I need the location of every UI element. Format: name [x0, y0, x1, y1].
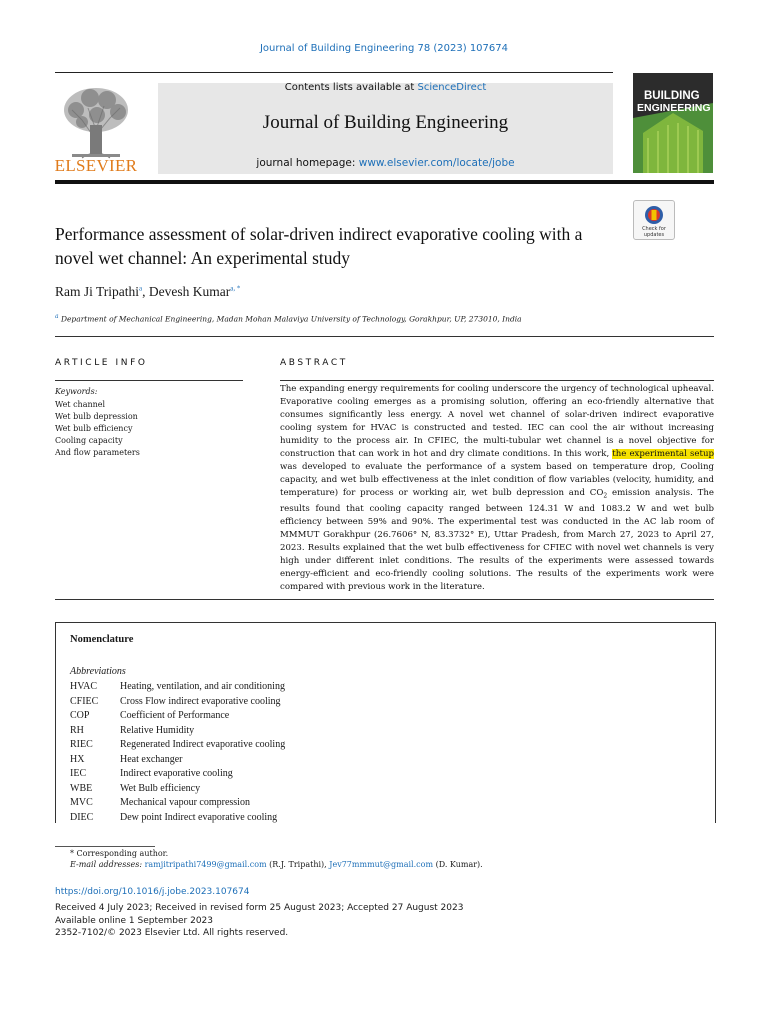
cover-title-line2: ENGINEERING	[637, 102, 711, 114]
abbr: HX	[70, 753, 85, 765]
abbr-definition: Indirect evaporative cooling	[120, 768, 233, 779]
check-updates-line2: updates	[643, 232, 665, 238]
abbr: DIEC	[70, 811, 94, 823]
homepage-line	[158, 157, 613, 169]
nomenclature-row	[70, 811, 285, 826]
abbr: IEC	[70, 768, 87, 779]
email-owner: (D. Kumar).	[433, 860, 483, 869]
affiliation-text: Department of Mechanical Engineering, Madan Mohan Malaviya University of Technology, Gorakhpur, UP, 273010, India	[60, 314, 522, 324]
keywords-label: Keywords:	[55, 387, 98, 396]
abbr-definition: Wet Bulb efficiency	[120, 782, 201, 794]
abbr-definition: Coefficient of Performance	[120, 710, 230, 721]
nomenclature-row	[70, 709, 285, 724]
keyword-item: Wet bulb depression	[55, 412, 138, 421]
abbr: MVC	[70, 797, 93, 808]
abstract-part: was developed to evaluate the performance of a system based on temperature drop, Cooling capacity, and wet bulb effectiveness at the inlet condition of flow variables (velocity, humidity, and temperature) for process or working air, wet bulb depression and CO	[280, 462, 714, 499]
author-name[interactable]: Ram Ji Tripathi	[55, 284, 140, 299]
author-name[interactable]: Devesh Kumar	[148, 284, 231, 299]
abbr-definition: Mechanical vapour compression	[120, 797, 250, 808]
article-info-heading: ARTICLE INFO	[55, 358, 148, 368]
check-updates-line1: Check for	[642, 226, 666, 232]
email-label: E-mail addresses:	[70, 860, 145, 869]
abbr-definition: Cross Flow indirect evaporative cooling	[120, 695, 281, 707]
nomenclature-row	[70, 796, 285, 811]
abstract-part: emission analysis. The results found that cooling capacity ranged between 124.31 W and 1083.2 W and wet bulb efficiency between 59% and 90%. The experimental test was conducted in the AC lab room of MMMUT Gorakhpur (26.7606° N, 83.3732° E), Uttar Pradesh, from March 27, 2023 to April 27, 2023. Results explained that the wet bulb effectiveness for CFIEC with novel wet channels is very high under different inlet conditions. The results of the experiments were assessed towards energy-efficient and eco-friendly cooling solutions. The results of the experiments work were compared with previous work in the literature.	[280, 488, 714, 593]
nomenclature-row	[70, 767, 285, 782]
email-note	[70, 860, 483, 869]
contents-line	[158, 82, 613, 93]
available-online: Available online 1 September 2023	[55, 915, 214, 926]
nomenclature-row	[70, 738, 285, 753]
doi-link[interactable]: https://doi.org/10.1016/j.jobe.2023.107674	[55, 887, 250, 897]
journal-reference[interactable]: Journal of Building Engineering 78 (2023) 107674	[259, 43, 508, 54]
article-history	[55, 902, 463, 940]
nomenclature-row	[70, 724, 285, 739]
abbr-definition: Relative Humidity	[120, 724, 195, 736]
nomenclature-row	[70, 680, 285, 695]
author-affiliation-sup[interactable]: a	[139, 284, 143, 293]
email-link[interactable]: Jev77mmmut@gmail.com	[329, 860, 434, 869]
elsevier-wordmark: ELSEVIER	[54, 156, 138, 175]
abstract-part: The expanding energy requirements for cooling underscore the urgency of technological upheaval. Evaporative cooling emerges as a promising solution, offering an eco-friendly alternative that consumes significantly less energy. A novel wet channel of solar-driven indirect evaporative cooling system for HVAC is constructed and tested. IEC can cool the air without increasing humidity to the process air. In CFIEC, the multi-tubular wet channel is a novel objective for construction that can work in hot and dry climate conditions. In this work,	[280, 384, 714, 460]
footnote-rule	[55, 846, 155, 847]
received-dates: Received 4 July 2023; Received in revised form 25 August 2023; Accepted 27 August 2023	[55, 903, 464, 913]
abbr-definition: Dew point Indirect evaporative cooling	[120, 811, 278, 823]
journal-title: Journal of Building Engineering	[262, 112, 509, 133]
article-info-rule	[55, 380, 243, 381]
keyword-item: And flow parameters	[55, 448, 140, 457]
abbr: CFIEC	[70, 695, 99, 707]
abbreviations-label: Abbreviations	[70, 666, 126, 677]
abbr: WBE	[70, 782, 93, 794]
nomenclature-list	[70, 680, 285, 825]
affiliation-sup: a	[55, 313, 59, 320]
nomenclature-title: Nomenclature	[70, 634, 134, 645]
homepage-prefix: journal homepage:	[256, 157, 359, 169]
journal-cover-image[interactable]	[633, 73, 713, 173]
header-bottom-rule	[55, 180, 714, 184]
corresponding-author-text: Corresponding author.	[76, 849, 169, 858]
keyword-item: Cooling capacity	[55, 436, 123, 445]
abbr: RIEC	[70, 739, 93, 750]
keyword-item: Wet bulb efficiency	[55, 424, 133, 433]
email-link[interactable]: ramjitripathi7499@gmail.com	[144, 860, 267, 869]
co2-subscript: 2	[603, 493, 608, 501]
abbr-definition: Regenerated Indirect evaporative cooling	[120, 739, 286, 750]
contents-prefix: Contents lists available at	[284, 82, 418, 93]
corresponding-author-note: * Corresponding author.	[70, 849, 169, 858]
cover-artwork	[633, 73, 713, 173]
sciencedirect-link[interactable]: ScienceDirect	[417, 82, 487, 93]
keywords-list	[55, 399, 140, 459]
abbr: HVAC	[70, 681, 98, 692]
abbr-definition: Heat exchanger	[120, 753, 183, 765]
section-divider	[55, 336, 714, 337]
paper-title: Performance assessment of solar-driven indirect evaporative cooling with a novel wet channel: An experimental study	[55, 224, 583, 268]
copyright: 2352-7102/© 2023 Elsevier Ltd. All rights reserved.	[55, 928, 289, 938]
nomenclature-row	[70, 782, 285, 797]
cover-title-line1: BUILDING	[644, 90, 700, 102]
abstract-rule	[280, 380, 714, 381]
check-updates-icon	[634, 201, 674, 239]
abbr: COP	[70, 710, 90, 721]
author-separator: ,	[142, 284, 149, 299]
author-affiliation-sup[interactable]: a, *	[230, 284, 241, 293]
author-list	[55, 284, 240, 300]
nomenclature-row	[70, 695, 285, 710]
nomenclature-row	[70, 753, 285, 768]
abstract-body	[280, 383, 714, 594]
email-owner: (R.J. Tripathi),	[266, 860, 330, 869]
abstract-bottom-rule	[55, 599, 714, 600]
highlighted-text[interactable]: the experimental setup	[612, 449, 714, 460]
affiliation	[55, 313, 522, 324]
homepage-link[interactable]: www.elsevier.com/locate/jobe	[358, 157, 515, 169]
keyword-item: Wet channel	[55, 400, 106, 409]
abbr-definition: Heating, ventilation, and air conditioning	[120, 681, 285, 692]
check-for-updates-button[interactable]	[633, 200, 675, 240]
header-top-rule	[55, 72, 613, 73]
abstract-heading: ABSTRACT	[280, 358, 348, 368]
abbr: RH	[70, 724, 84, 736]
